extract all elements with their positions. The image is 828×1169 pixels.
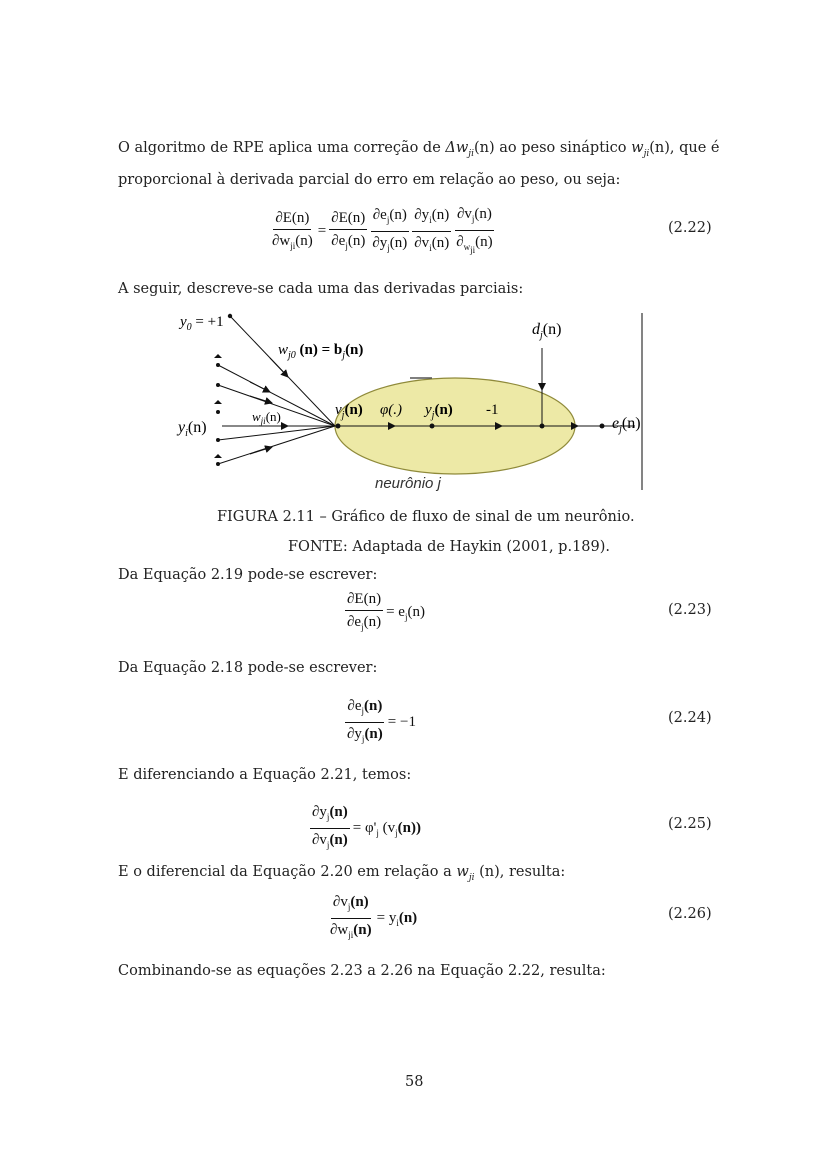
upper-input-arrow: [250, 382, 270, 392]
fraction-223: $\frac{\partial E(n)}{\partial e_j(n)}$: [347, 591, 382, 632]
equation-2-26: [328, 893, 417, 944]
paragraph-eq218: Da Equação 2.18 pode-se escrever:: [118, 660, 378, 676]
label-yi: $y_i(n)$: [178, 419, 207, 439]
bias-arrow: [270, 358, 288, 377]
lower-input-line: [218, 426, 335, 440]
equation-2-23: [345, 590, 425, 636]
fraction-lhs: $\frac{\partial E(n)}{\partial w_{ji}(n)}$: [272, 209, 313, 251]
rhs-225: = $\varphi'_j$ $(v_j(n))$: [352, 819, 421, 838]
input-dots-icon: [214, 354, 222, 466]
fraction-224: $\frac{\partial e_j(n)}{\partial y_j(n)}$: [347, 698, 383, 744]
label-neuron: neurônio j: [375, 475, 441, 492]
yj-node: [430, 424, 435, 429]
label-ej: $e_j(n)$: [612, 415, 641, 435]
equation-number-2-25: (2.25): [668, 816, 712, 832]
paragraph-eq221: E diferenciando a Equação 2.21, temos:: [118, 767, 412, 783]
neuron-signal-flow-figure: [170, 308, 670, 498]
equation-2-25: [310, 803, 421, 854]
text-segment: O algoritmo de RPE aplica uma correção de $\Delta w_{ji}(n)$ ao peso sináptico $w_{ji}(n)$, que é: [118, 140, 720, 159]
paragraph-eq219: Da Equação 2.19 pode-se escrever:: [118, 567, 378, 583]
fraction-3: $\frac{\partial y_i(n)}{\partial v_i(n)}$: [414, 207, 450, 254]
equation-2-22: [270, 205, 495, 259]
label-wj0: $w_{j0}$ $(n) = b_j(n)$: [278, 342, 364, 361]
fraction-2: $\frac{\partial e_j(n)}{\partial y_j(n)}$: [372, 207, 408, 254]
label-yj: $y_j(n)$: [425, 402, 453, 421]
equation-2-24: [345, 697, 416, 748]
label-y0: $y_0 = +1$: [180, 314, 224, 333]
bias-node: [228, 314, 232, 318]
label-minus-one: -1: [486, 402, 499, 418]
ej-node: [600, 424, 605, 429]
label-phi: φ(.): [380, 402, 403, 418]
equation-number-2-23: (2.23): [668, 602, 712, 618]
rhs-223: = $e_j(n)$: [386, 604, 425, 622]
vj-node: [336, 424, 341, 429]
paragraph-combining: Combinando-se as equações 2.23 a 2.26 na Equação 2.22, resulta:: [118, 963, 606, 979]
label-vj: $v_j(n)$: [335, 402, 363, 421]
equation-number-2-22: (2.22): [668, 220, 712, 236]
bottom-input-line: [218, 426, 335, 464]
bottom-input-arrow: [250, 447, 272, 454]
equation-number-2-24: (2.24): [668, 710, 712, 726]
figure-source: FONTE: Adaptada de Haykin (2001, p.189).: [288, 539, 611, 555]
label-dj: $d_j(n)$: [532, 321, 562, 341]
fraction-226: $\frac{\partial v_j(n)}{\partial w_{ji}(n)}$: [330, 894, 372, 940]
mid-upper-input-arrow: [250, 396, 272, 403]
label-wji: $w_{ji}(n)$: [252, 409, 281, 426]
fraction-225: $\frac{\partial y_j(n)}{\partial v_j(n)}$: [312, 804, 348, 850]
equals-sign: =: [317, 223, 327, 240]
fraction-4: $\frac{\partial v_j(n)}{\partial_{w_{ji}}(n)}$: [456, 206, 493, 255]
equation-number-2-26: (2.26): [668, 906, 712, 922]
paragraph-derivatives-intro: A seguir, descreve-se cada uma das derivadas parciais:: [118, 281, 524, 297]
rhs-226: = $y_i(n)$: [376, 909, 418, 928]
rhs-224: = −1: [387, 714, 416, 730]
paragraph-rpe-line1: [118, 138, 720, 164]
figure-caption: FIGURA 2.11 – Gráfico de fluxo de sinal de um neurônio.: [217, 509, 635, 525]
paragraph-eq220: E o diferencial da Equação 2.20 em relação a $w_{ji}$ (n), resulta:: [118, 864, 566, 883]
page-number: 58: [405, 1074, 424, 1090]
paragraph-rpe-line2: proporcional à derivada parcial do erro em relação ao peso, ou seja:: [118, 172, 621, 188]
fraction-1: $\frac{\partial E(n)}{\partial e_j(n)}$: [331, 209, 366, 251]
